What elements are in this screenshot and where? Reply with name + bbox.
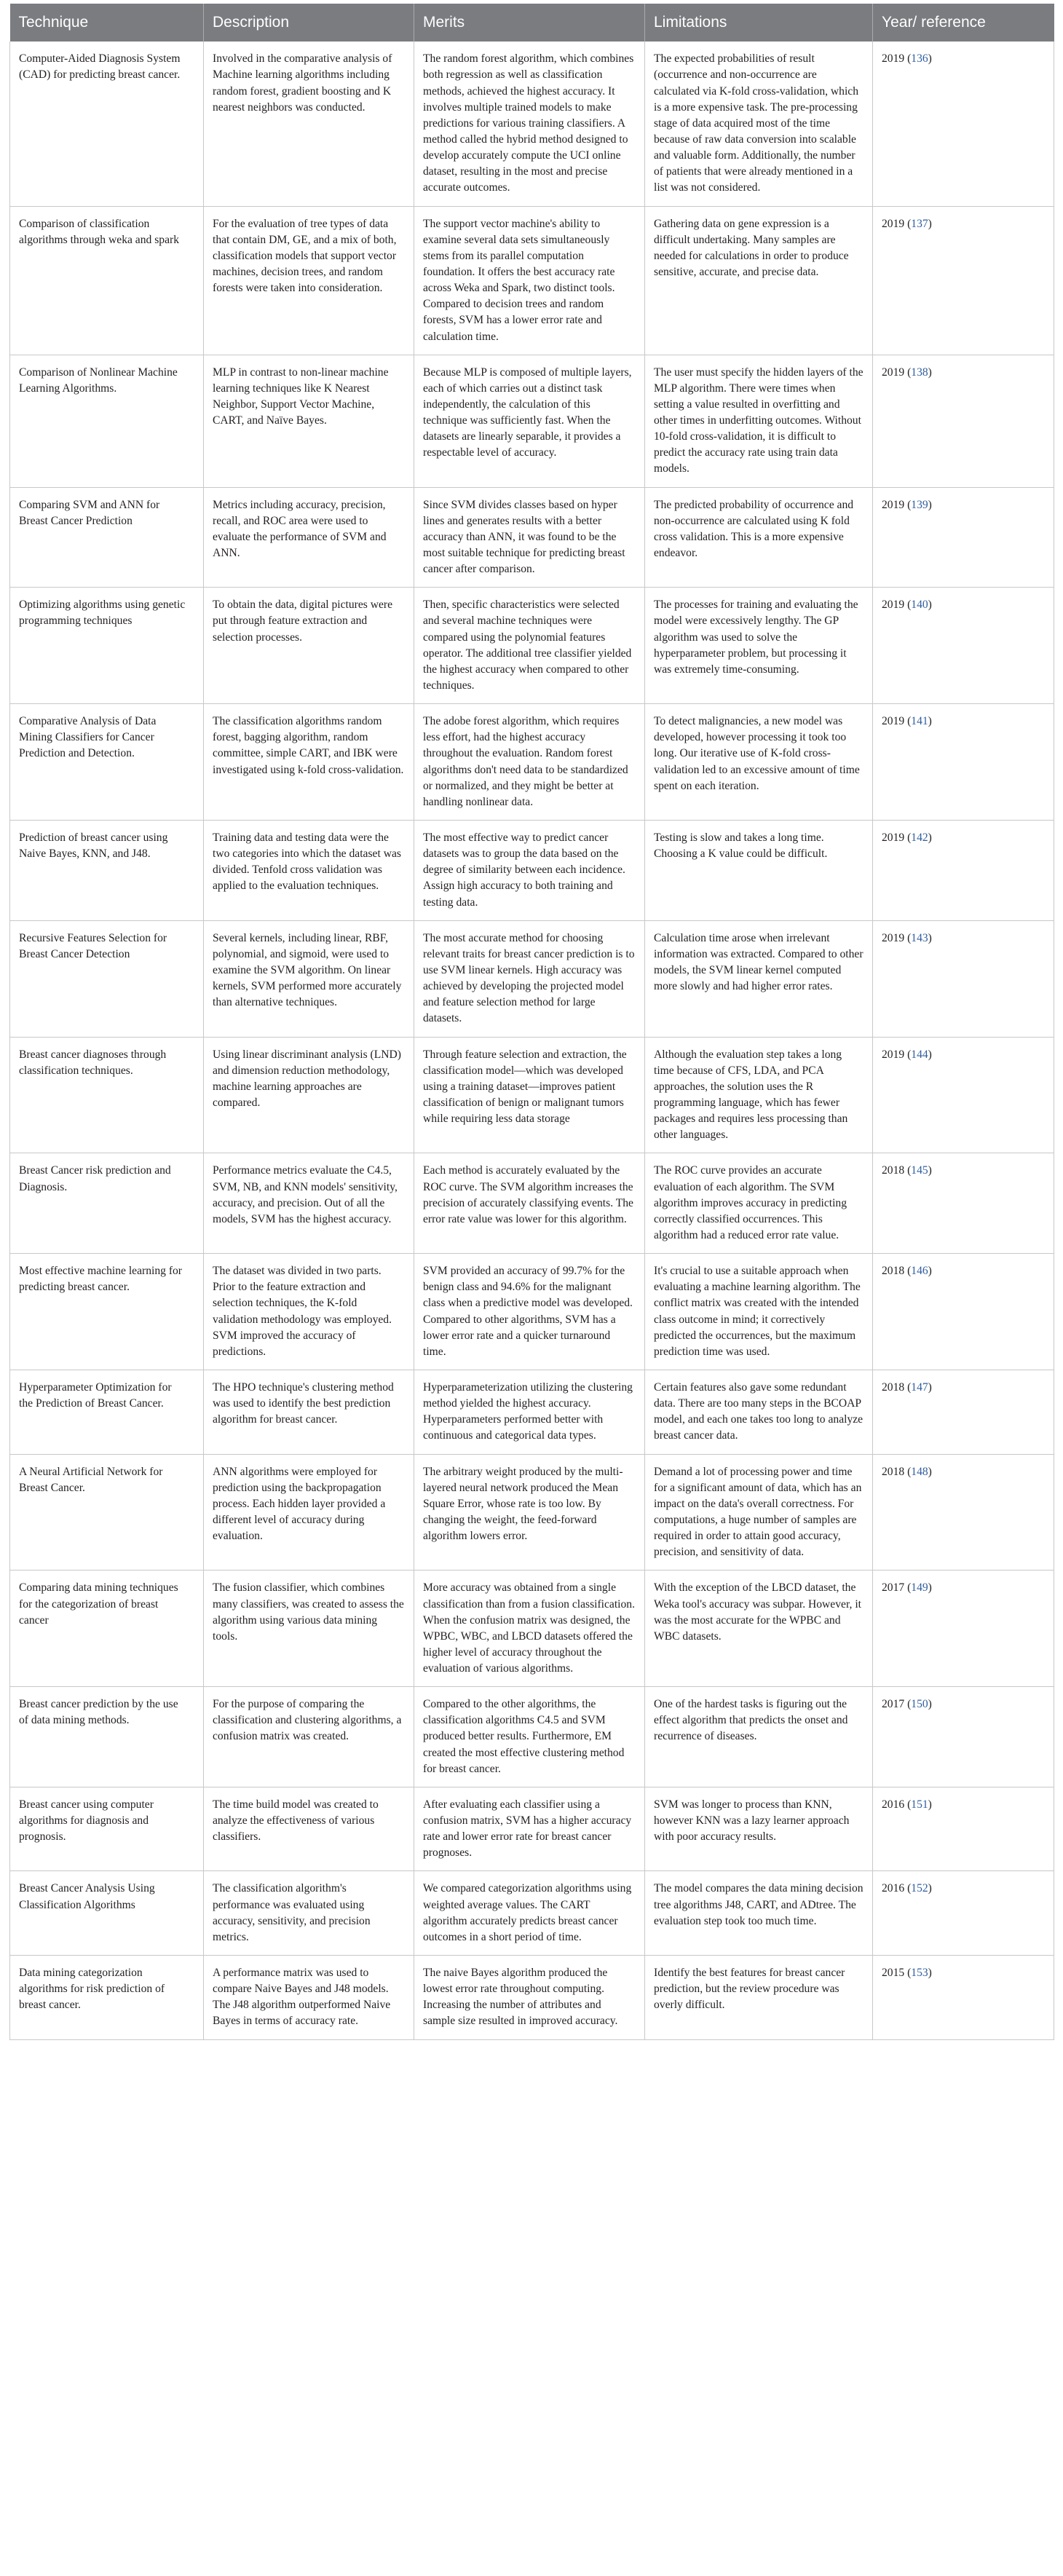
merits-cell: The random forest algorithm, which combines both regression as well as classification methods, achieved the highest accuracy. It involves multiple trained models to make predictions for various training classifiers. A method called the hybrid method designed to develop accurately compute the UCI online dataset, resulting in the most and precise accurate outcomes. bbox=[414, 42, 645, 206]
technique-cell: Computer-Aided Diagnosis System (CAD) for predicting breast cancer. bbox=[10, 42, 204, 206]
technique-cell: Comparison of Nonlinear Machine Learning Algorithms. bbox=[10, 355, 204, 487]
year-reference-cell: 2018 (147) bbox=[873, 1370, 1054, 1454]
year-text: 2019 bbox=[882, 498, 905, 511]
year-reference-cell: 2019 (137) bbox=[873, 206, 1054, 355]
description-cell: The classification algorithms random forest, bagging algorithm, random committee, simple CART, and IBK were investigated using k-fold cross-validation. bbox=[204, 704, 414, 821]
merits-cell: Hyperparameterization utilizing the clustering method yielded the highest accuracy. Hyperparameters performed better with continuous and categorical data types. bbox=[414, 1370, 645, 1454]
limitations-cell: The processes for training and evaluating the model were excessively lengthy. The GP algorithm was used to solve the hyperparameter problem, but processing it was extremely time-consuming. bbox=[645, 588, 873, 704]
technique-cell: A Neural Artificial Network for Breast Cancer. bbox=[10, 1454, 204, 1571]
year-text: 2019 bbox=[882, 366, 905, 379]
header-limitations: Limitations bbox=[645, 4, 873, 42]
table-row bbox=[10, 487, 1054, 588]
header-description: Description bbox=[204, 4, 414, 42]
year-reference-cell: 2019 (141) bbox=[873, 704, 1054, 821]
year-text: 2017 bbox=[882, 1698, 905, 1711]
limitations-cell: The model compares the data mining decision tree algorithms J48, CART, and ADtree. The evaluation step took too much time. bbox=[645, 1871, 873, 1956]
reference-link[interactable]: 138 bbox=[911, 366, 928, 379]
year-reference-cell: 2018 (146) bbox=[873, 1254, 1054, 1370]
year-reference-cell: 2019 (138) bbox=[873, 355, 1054, 487]
table-row bbox=[10, 920, 1054, 1037]
description-cell: Performance metrics evaluate the C4.5, SVM, NB, and KNN models' sensitivity, accuracy, and precision. Out of all the models, SVM has the highest accuracy. bbox=[204, 1153, 414, 1254]
technique-cell: Breast cancer prediction by the use of data mining methods. bbox=[10, 1687, 204, 1787]
technique-cell: Breast cancer using computer algorithms for diagnosis and prognosis. bbox=[10, 1787, 204, 1871]
table-row bbox=[10, 42, 1054, 206]
year-text: 2018 bbox=[882, 1164, 905, 1177]
limitations-cell: Although the evaluation step takes a long time because of CFS, LDA, and PCA approaches, the solution uses the R programming language, which has fewer packages and requires less processing than other languages. bbox=[645, 1037, 873, 1153]
year-reference-cell: 2019 (140) bbox=[873, 588, 1054, 704]
limitations-cell: The user must specify the hidden layers of the MLP algorithm. There were times when setting a value resulted in overfitting and other times in underfitting outcomes. Without 10-fold cross-validation, it is difficult to predict the accuracy rate using train data models. bbox=[645, 355, 873, 487]
reference-link[interactable]: 136 bbox=[911, 52, 928, 66]
technique-cell: Optimizing algorithms using genetic programming techniques bbox=[10, 588, 204, 704]
table-row bbox=[10, 704, 1054, 821]
limitations-cell: SVM was longer to process than KNN, however KNN was a lazy learner approach with poor accuracy results. bbox=[645, 1787, 873, 1871]
technique-cell: Comparing data mining techniques for the categorization of breast cancer bbox=[10, 1571, 204, 1687]
technique-cell: Hyperparameter Optimization for the Prediction of Breast Cancer. bbox=[10, 1370, 204, 1454]
merits-cell: The naive Bayes algorithm produced the lowest error rate throughout computing. Increasing the number of attributes and sample size resulted in improved accuracy. bbox=[414, 1956, 645, 2040]
table-row bbox=[10, 1871, 1054, 1956]
year-text: 2016 bbox=[882, 1798, 905, 1811]
merits-cell: The arbitrary weight produced by the multi-layered neural network produced the Mean Square Error, whose rate is too low. By changing the weight, the feed-forward algorithm lowers error. bbox=[414, 1454, 645, 1571]
year-text: 2019 bbox=[882, 1048, 905, 1061]
reference-link[interactable]: 137 bbox=[911, 217, 928, 230]
reference-link[interactable]: 145 bbox=[911, 1164, 928, 1177]
description-cell: Training data and testing data were the two categories into which the dataset was divided. Tenfold cross validation was applied to the evaluation techniques. bbox=[204, 821, 414, 921]
technique-cell: Most effective machine learning for predicting breast cancer. bbox=[10, 1254, 204, 1370]
table-row bbox=[10, 821, 1054, 921]
table-row bbox=[10, 1787, 1054, 1871]
reference-link[interactable]: 153 bbox=[911, 1967, 928, 1980]
limitations-cell: Identify the best features for breast cancer prediction, but the review procedure was overly difficult. bbox=[645, 1956, 873, 2040]
limitations-cell: The ROC curve provides an accurate evaluation of each algorithm. The SVM algorithm improves accuracy in predicting correctly classified occurrences. This algorithm had a reduced error rate value. bbox=[645, 1153, 873, 1254]
reference-link[interactable]: 143 bbox=[911, 931, 928, 944]
reference-link[interactable]: 149 bbox=[911, 1581, 928, 1595]
year-text: 2016 bbox=[882, 1882, 905, 1895]
merits-cell: After evaluating each classifier using a confusion matrix, SVM has a higher accuracy rate and lower error rate for breast cancer prognoses. bbox=[414, 1787, 645, 1871]
table-row bbox=[10, 1956, 1054, 2040]
limitations-cell: It's crucial to use a suitable approach when evaluating a machine learning algorithm. The conflict matrix was created with the intended class outcome in mind; it correctively predicted the occurrences, but the maximum prediction time was used. bbox=[645, 1254, 873, 1370]
table-row bbox=[10, 1153, 1054, 1254]
merits-cell: More accuracy was obtained from a single classification than from a fusion classification. When the confusion matrix was designed, the WPBC, WBC, and LBCD datasets offered the higher level of accuracy throughout the evaluation of various algorithms. bbox=[414, 1571, 645, 1687]
reference-link[interactable]: 148 bbox=[911, 1465, 928, 1478]
year-text: 2015 bbox=[882, 1967, 905, 1980]
year-reference-cell: 2015 (153) bbox=[873, 1956, 1054, 2040]
table-row bbox=[10, 588, 1054, 704]
table-row bbox=[10, 1687, 1054, 1787]
description-cell: A performance matrix was used to compare Naive Bayes and J48 models. The J48 algorithm outperformed Naive Bayes in terms of accuracy rate. bbox=[204, 1956, 414, 2040]
table-row bbox=[10, 1571, 1054, 1687]
limitations-cell: Certain features also gave some redundant data. There are too many steps in the BCOAP model, and each one takes too long to analyze breast cancer data. bbox=[645, 1370, 873, 1454]
header-merits: Merits bbox=[414, 4, 645, 42]
description-cell: The HPO technique's clustering method was used to identify the best prediction algorithm for breast cancer. bbox=[204, 1370, 414, 1454]
year-text: 2017 bbox=[882, 1581, 905, 1595]
year-reference-cell: 2019 (139) bbox=[873, 487, 1054, 588]
reference-link[interactable]: 141 bbox=[911, 715, 928, 728]
reference-link[interactable]: 146 bbox=[911, 1265, 928, 1278]
year-text: 2018 bbox=[882, 1380, 905, 1394]
description-cell: The time build model was created to analyze the effectiveness of various classifiers. bbox=[204, 1787, 414, 1871]
description-cell: MLP in contrast to non-linear machine learning techniques like K Nearest Neighbor, Support Vector Machine, CART, and Naïve Bayes. bbox=[204, 355, 414, 487]
merits-cell: The most accurate method for choosing relevant traits for breast cancer prediction is to use SVM linear kernels. High accuracy was achieved by developing the projected model and feature selection method for large datasets. bbox=[414, 920, 645, 1037]
table-body bbox=[10, 42, 1054, 2039]
table-row bbox=[10, 1254, 1054, 1370]
merits-cell: Then, specific characteristics were selected and several machine techniques were compared using the polynomial features operator. The additional tree classifier yielded the highest accuracy when compared to other techniques. bbox=[414, 588, 645, 704]
limitations-cell: Calculation time arose when irrelevant information was extracted. Compared to other models, the SVM linear kernel computed more slowly and had higher error rates. bbox=[645, 920, 873, 1037]
year-text: 2019 bbox=[882, 715, 905, 728]
year-reference-cell: 2019 (136) bbox=[873, 42, 1054, 206]
reference-link[interactable]: 150 bbox=[911, 1698, 928, 1711]
merits-cell: Because MLP is composed of multiple layers, each of which carries out a distinct task independently, the calculation of this technique was sufficiently fast. When the datasets are linearly separable, it provides a respectable level of accuracy. bbox=[414, 355, 645, 487]
header-row bbox=[10, 4, 1054, 42]
description-cell: Metrics including accuracy, precision, recall, and ROC area were used to evaluate the performance of SVM and ANN. bbox=[204, 487, 414, 588]
reference-link[interactable]: 142 bbox=[911, 831, 928, 845]
year-reference-cell: 2019 (142) bbox=[873, 821, 1054, 921]
header-year-reference: Year/ reference bbox=[873, 4, 1054, 42]
description-cell: Using linear discriminant analysis (LND) and dimension reduction methodology, machine learning approaches are compared. bbox=[204, 1037, 414, 1153]
year-text: 2019 bbox=[882, 52, 905, 66]
merits-cell: Compared to the other algorithms, the classification algorithms C4.5 and SVM produced better results. Furthermore, EM created the most effective clustering method for breast cancer. bbox=[414, 1687, 645, 1787]
year-reference-cell: 2017 (149) bbox=[873, 1571, 1054, 1687]
description-cell: The dataset was divided in two parts. Prior to the feature extraction and selection techniques, the K-fold validation methodology was employed. SVM improved the accuracy of predictions. bbox=[204, 1254, 414, 1370]
limitations-cell: The expected probabilities of result (occurrence and non-occurrence are calculated via K-fold cross-validation, which is a more expensive task. The pre-processing stage of data acquired most of the time because of raw data conversion into scalable and valuable form. Additionally, the number of patients that were already mentioned in a list was not considered. bbox=[645, 42, 873, 206]
year-reference-cell: 2018 (148) bbox=[873, 1454, 1054, 1571]
limitations-cell: One of the hardest tasks is figuring out the effect algorithm that predicts the onset and recurrence of diseases. bbox=[645, 1687, 873, 1787]
technique-cell: Comparative Analysis of Data Mining Classifiers for Cancer Prediction and Detection. bbox=[10, 704, 204, 821]
technique-cell: Comparison of classification algorithms through weka and spark bbox=[10, 206, 204, 355]
reference-link[interactable]: 139 bbox=[911, 498, 928, 511]
description-cell: For the purpose of comparing the classification and clustering algorithms, a confusion matrix was created. bbox=[204, 1687, 414, 1787]
merits-cell: The most effective way to predict cancer datasets was to group the data based on the degree of similarity between each incidence. Assign high accuracy to both training and testing data. bbox=[414, 821, 645, 921]
table-row bbox=[10, 1370, 1054, 1454]
description-cell: ANN algorithms were employed for prediction using the backpropagation process. Each hidden layer provided a different level of accuracy during evaluation. bbox=[204, 1454, 414, 1571]
merits-cell: Each method is accurately evaluated by the ROC curve. The SVM algorithm increases the precision of accurately classifying events. The error rate value was lower for this algorithm. bbox=[414, 1153, 645, 1254]
merits-cell: The support vector machine's ability to examine several data sets simultaneously stems from its parallel computation foundation. It offers the best accuracy rate across Weka and Spark, two distinct tools. Compared to decision trees and random forests, SVM has a lower error rate and calculation time. bbox=[414, 206, 645, 355]
merits-cell: Through feature selection and extraction, the classification model—which was developed using a training dataset—improves patient classification of benign or malignant tumors while requiring less data storage bbox=[414, 1037, 645, 1153]
table-row bbox=[10, 1454, 1054, 1571]
reference-link[interactable]: 144 bbox=[911, 1048, 928, 1061]
table-row bbox=[10, 1037, 1054, 1153]
technique-cell: Breast Cancer Analysis Using Classification Algorithms bbox=[10, 1871, 204, 1956]
merits-cell: SVM provided an accuracy of 99.7% for the benign class and 94.6% for the malignant class when a predictive model was developed. Compared to other algorithms, SVM has a lower error rate and a quicker turnaround time. bbox=[414, 1254, 645, 1370]
year-text: 2019 bbox=[882, 831, 905, 845]
technique-cell: Comparing SVM and ANN for Breast Cancer Prediction bbox=[10, 487, 204, 588]
merits-cell: The adobe forest algorithm, which requires less effort, had the highest accuracy throughout the evaluation. Random forest algorithms don't need data to be standardized or normalized, and they might be better at handling nonlinear data. bbox=[414, 704, 645, 821]
limitations-cell: Gathering data on gene expression is a difficult undertaking. Many samples are needed for calculations in order to produce sensitive, accurate, and precise data. bbox=[645, 206, 873, 355]
table-row bbox=[10, 206, 1054, 355]
description-cell: For the evaluation of tree types of data that contain DM, GE, and a mix of both, classification models that support vector machines, decision trees, and random forests were taken into consideration. bbox=[204, 206, 414, 355]
year-reference-cell: 2017 (150) bbox=[873, 1687, 1054, 1787]
year-text: 2019 bbox=[882, 598, 905, 612]
merits-cell: We compared categorization algorithms using weighted average values. The CART algorithm accurately predicts breast cancer outcomes in a short period of time. bbox=[414, 1871, 645, 1956]
description-cell: The classification algorithm's performance was evaluated using accuracy, sensitivity, and precision metrics. bbox=[204, 1871, 414, 1956]
technique-cell: Breast cancer diagnoses through classification techniques. bbox=[10, 1037, 204, 1153]
limitations-cell: The predicted probability of occurrence and non-occurrence are calculated using K fold cross validation. This is a more expensive endeavor. bbox=[645, 487, 873, 588]
techniques-table bbox=[9, 4, 1054, 2040]
year-reference-cell: 2016 (152) bbox=[873, 1871, 1054, 1956]
technique-cell: Data mining categorization algorithms for risk prediction of breast cancer. bbox=[10, 1956, 204, 2040]
reference-link[interactable]: 147 bbox=[911, 1380, 928, 1394]
year-text: 2018 bbox=[882, 1465, 905, 1478]
limitations-cell: To detect malignancies, a new model was developed, however processing it took too long. Our iterative use of K-fold cross-validation led to an excessive amount of time spent on each iteration. bbox=[645, 704, 873, 821]
reference-link[interactable]: 151 bbox=[911, 1798, 928, 1811]
description-cell: Involved in the comparative analysis of Machine learning algorithms including random forest, gradient boosting and K nearest neighbors was conducted. bbox=[204, 42, 414, 206]
year-reference-cell: 2016 (151) bbox=[873, 1787, 1054, 1871]
reference-link[interactable]: 152 bbox=[911, 1882, 928, 1895]
reference-link[interactable]: 140 bbox=[911, 598, 928, 612]
limitations-cell: Demand a lot of processing power and time for a significant amount of data, which has an impact on the data's overall correctness. For computations, a huge number of samples are required in order to attain good accuracy, precision, and sensitivity of data. bbox=[645, 1454, 873, 1571]
description-cell: Several kernels, including linear, RBF, polynomial, and sigmoid, were used to examine the SVM algorithm. On linear kernels, SVM performed more accurately than alternative techniques. bbox=[204, 920, 414, 1037]
technique-cell: Breast Cancer risk prediction and Diagnosis. bbox=[10, 1153, 204, 1254]
year-reference-cell: 2019 (143) bbox=[873, 920, 1054, 1037]
year-reference-cell: 2018 (145) bbox=[873, 1153, 1054, 1254]
year-text: 2019 bbox=[882, 931, 905, 944]
description-cell: To obtain the data, digital pictures were put through feature extraction and selection processes. bbox=[204, 588, 414, 704]
limitations-cell: Testing is slow and takes a long time. Choosing a K value could be difficult. bbox=[645, 821, 873, 921]
year-text: 2018 bbox=[882, 1265, 905, 1278]
limitations-cell: With the exception of the LBCD dataset, the Weka tool's accuracy was subpar. However, it was the most accurate for the WPBC and WBC datasets. bbox=[645, 1571, 873, 1687]
year-text: 2019 bbox=[882, 217, 905, 230]
table-header bbox=[10, 4, 1054, 42]
header-technique: Technique bbox=[10, 4, 204, 42]
description-cell: The fusion classifier, which combines many classifiers, was created to assess the algorithm using various data mining tools. bbox=[204, 1571, 414, 1687]
table-row bbox=[10, 355, 1054, 487]
year-reference-cell: 2019 (144) bbox=[873, 1037, 1054, 1153]
technique-cell: Recursive Features Selection for Breast Cancer Detection bbox=[10, 920, 204, 1037]
merits-cell: Since SVM divides classes based on hyper lines and generates results with a better accuracy than ANN, it was found to be the most suitable technique for predicting breast cancer after comparison. bbox=[414, 487, 645, 588]
technique-cell: Prediction of breast cancer using Naive Bayes, KNN, and J48. bbox=[10, 821, 204, 921]
